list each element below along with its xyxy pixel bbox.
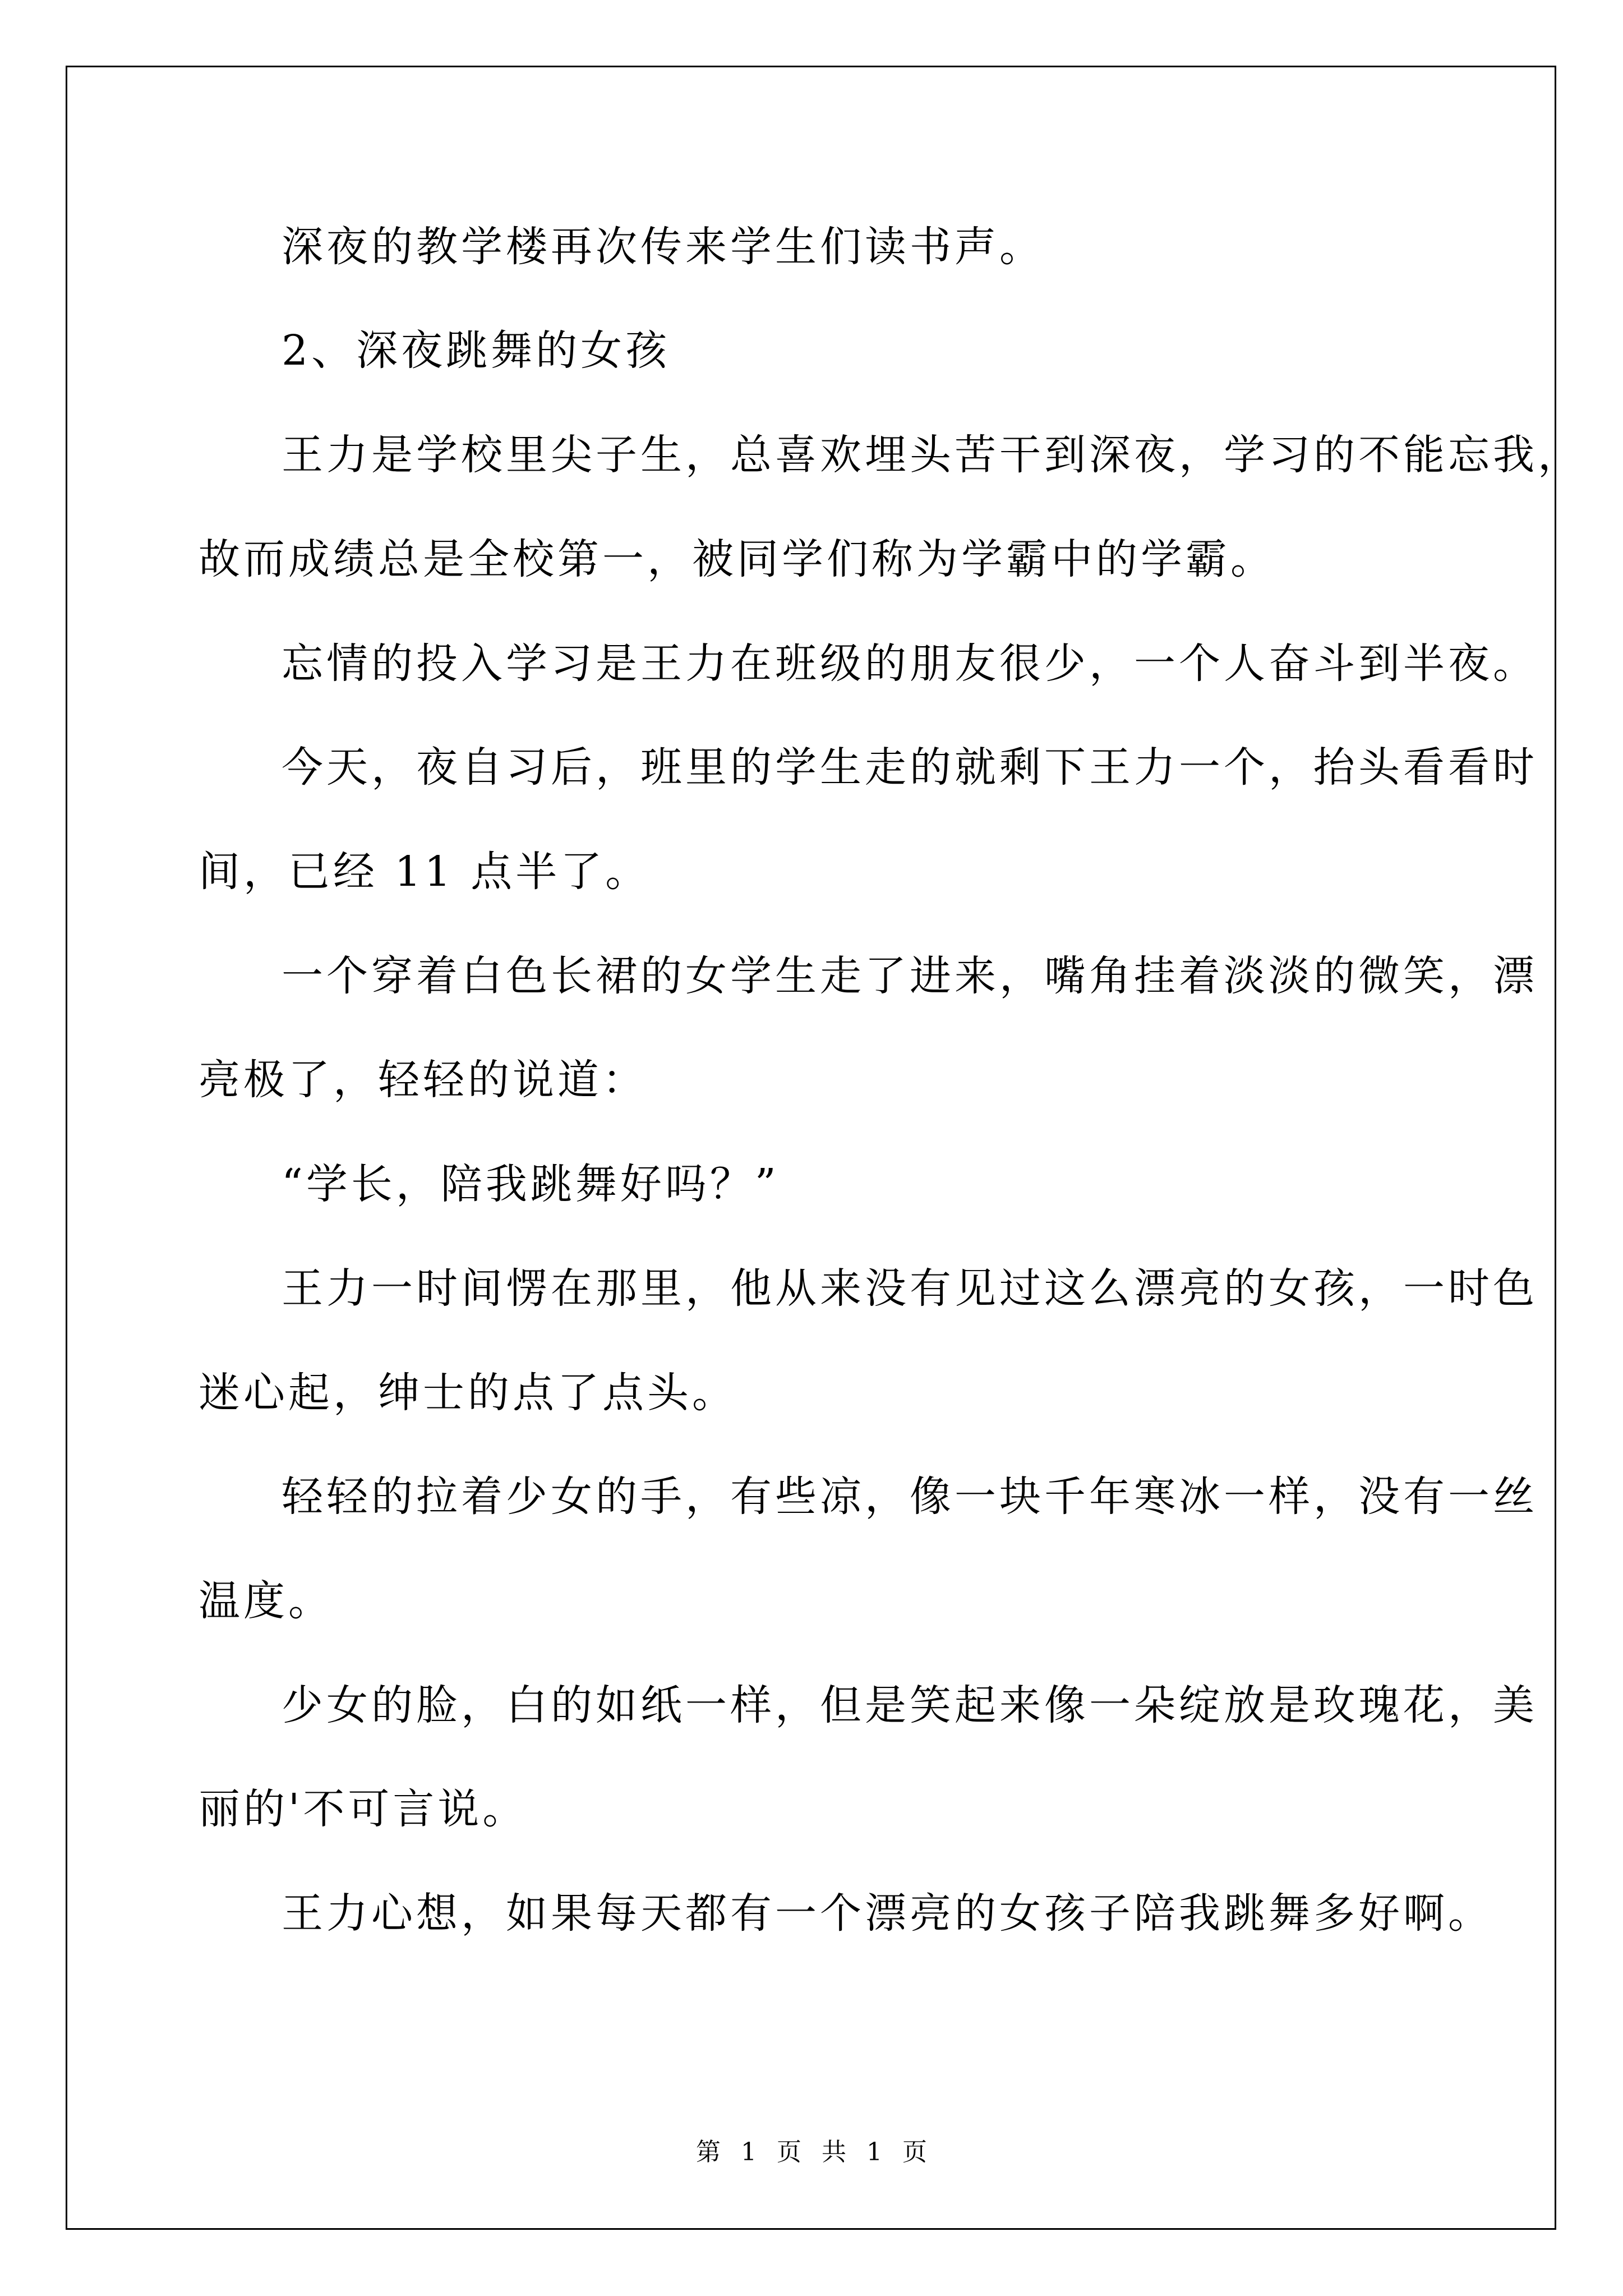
paragraph-line: 今天，夜自习后，班里的学生走的就剩下王力一个，抬头看看时 xyxy=(282,743,1538,792)
paragraph-line: 间，已经 11 点半了。 xyxy=(199,848,651,896)
quote-line: “学长，陪我跳舞好吗？” xyxy=(282,1160,780,1208)
section-heading: 2、深夜跳舞的女孩 xyxy=(282,326,671,375)
paragraph-line: 一个穿着白色长裙的女学生走了进来，嘴角挂着淡淡的微笑，漂 xyxy=(282,952,1538,1000)
paragraph-line: 王力一时间愣在那里，他从来没有见过这么漂亮的女孩，一时色 xyxy=(282,1264,1538,1313)
paragraph-line: 温度。 xyxy=(199,1577,333,1625)
page-number-footer: 第 1 页 共 1 页 xyxy=(696,2138,927,2166)
paragraph-line: 王力心想，如果每天都有一个漂亮的女孩子陪我跳舞多好啊。 xyxy=(282,1889,1493,1938)
paragraph-line: 轻轻的拉着少女的手，有些凉，像一块千年寒冰一样，没有一丝 xyxy=(282,1473,1538,1521)
paragraph-line: 少女的脸，白的如纸一样，但是笑起来像一朵绽放是玫瑰花，美 xyxy=(282,1681,1538,1729)
paragraph-line: 忘情的投入学习是王力在班级的朋友很少，一个人奋斗到半夜。 xyxy=(282,639,1538,688)
paragraph-line: 王力是学校里尖子生，总喜欢埋头苦干到深夜，学习的不能忘我， xyxy=(282,431,1583,479)
paragraph-line: 亮极了，轻轻的说道： xyxy=(199,1056,647,1104)
paragraph-line: 迷心起，绅士的点了点头。 xyxy=(199,1369,737,1417)
paragraph-line: 故而成绩总是全校第一，被同学们称为学霸中的学霸。 xyxy=(199,535,1275,583)
paragraph-line: 丽的'不可言说。 xyxy=(199,1785,528,1833)
paragraph-line: 深夜的教学楼再次传来学生们读书声。 xyxy=(282,223,1044,271)
